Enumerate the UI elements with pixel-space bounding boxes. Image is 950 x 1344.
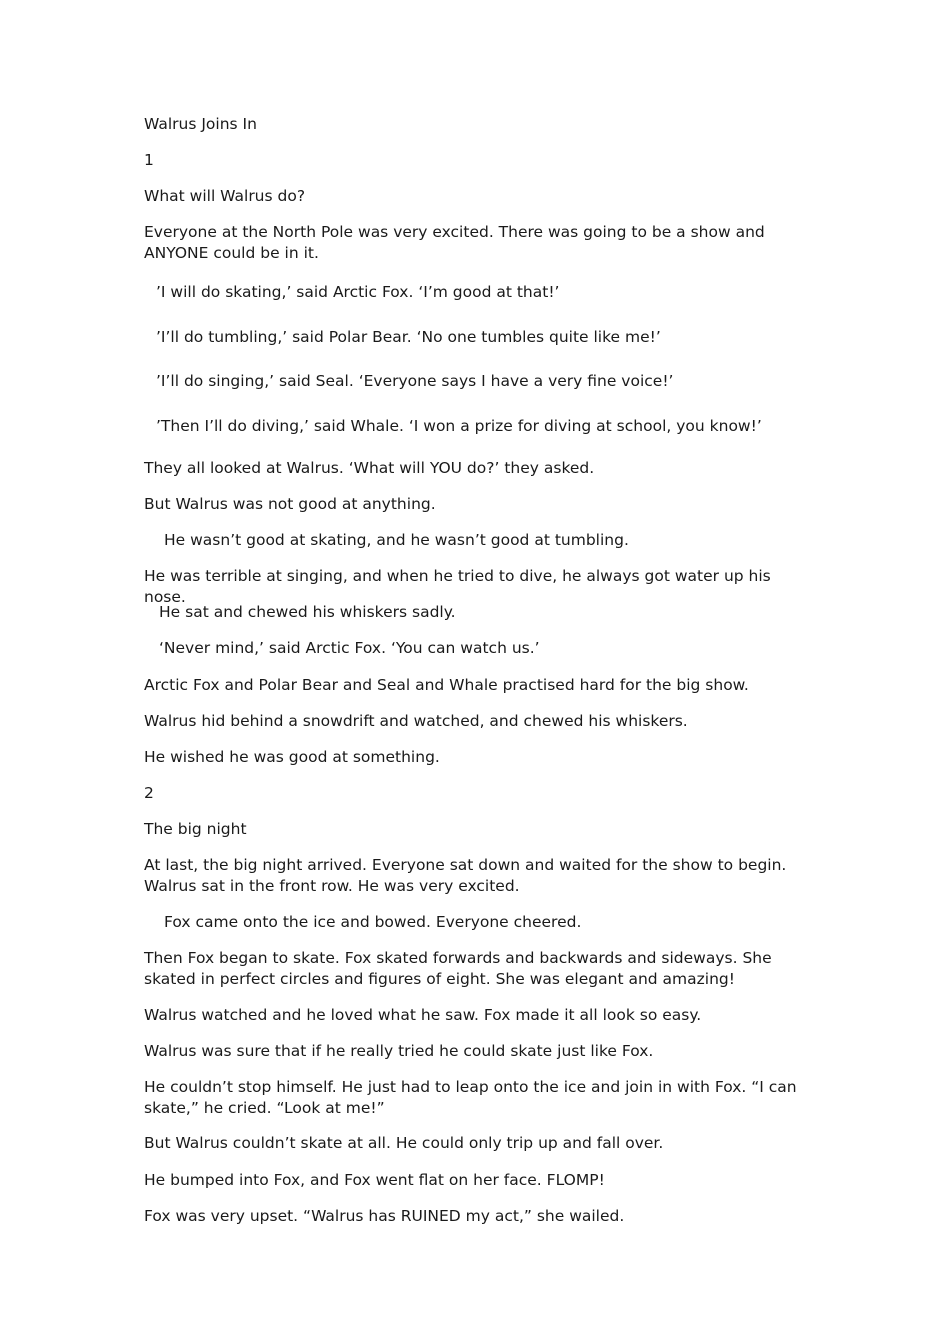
paragraph: Fox came onto the ice and bowed. Everyone cheered. (164, 913, 582, 931)
paragraph: At last, the big night arrived. Everyone sat down and waited for the show to begin. Walrus sat in the front row. He was very excited. (144, 856, 787, 895)
paragraph: ’I’ll do singing,’ said Seal. ‘Everyone says I have a very fine voice!’ (156, 372, 674, 390)
paragraph: Fox was very upset. “Walrus has RUINED my act,” she wailed. (144, 1207, 625, 1225)
paragraph: But Walrus was not good at anything. (144, 495, 436, 513)
paragraph: He couldn’t stop himself. He just had to leap onto the ice and join in with Fox. “I can skate,” he cried. “Look at me!” (144, 1078, 797, 1117)
paragraph: He wished he was good at something. (144, 748, 440, 766)
paragraph: Everyone at the North Pole was very excited. There was going to be a show and ANYONE could be in it. (144, 223, 765, 262)
chapter-1-heading: What will Walrus do? (144, 187, 306, 205)
paragraph: He bumped into Fox, and Fox went flat on her face. FLOMP! (144, 1171, 605, 1189)
chapter-2-number: 2 (144, 784, 154, 802)
paragraph: Walrus hid behind a snowdrift and watched, and chewed his whiskers. (144, 712, 688, 730)
paragraph: ’I’ll do tumbling,’ said Polar Bear. ‘No one tumbles quite like me!’ (156, 328, 661, 346)
paragraph: Walrus was sure that if he really tried he could skate just like Fox. (144, 1042, 654, 1060)
paragraph: But Walrus couldn’t skate at all. He could only trip up and fall over. (144, 1134, 664, 1152)
paragraph: Then Fox began to skate. Fox skated forwards and backwards and sideways. She skated in perfect circles and figures of eight. She was elegant and amazing! (144, 949, 772, 988)
paragraph: ’Then I’ll do diving,’ said Whale. ‘I won a prize for diving at school, you know!’ (156, 417, 762, 435)
paragraph: Walrus watched and he loved what he saw. Fox made it all look so easy. (144, 1006, 702, 1024)
chapter-1-number: 1 (144, 151, 154, 169)
story-title: Walrus Joins In (144, 115, 257, 133)
paragraph: He wasn’t good at skating, and he wasn’t good at tumbling. (164, 531, 629, 549)
paragraph: They all looked at Walrus. ‘What will YOU do?’ they asked. (144, 459, 595, 477)
chapter-2-heading: The big night (144, 820, 247, 838)
paragraph: He was terrible at singing, and when he tried to dive, he always got water up his nose. (144, 567, 771, 606)
paragraph: ’I will do skating,’ said Arctic Fox. ‘I’m good at that!’ (156, 283, 560, 301)
paragraph: He sat and chewed his whiskers sadly. (159, 603, 456, 621)
paragraph: Arctic Fox and Polar Bear and Seal and Whale practised hard for the big show. (144, 676, 749, 694)
paragraph: ‘Never mind,’ said Arctic Fox. ‘You can watch us.’ (159, 639, 540, 657)
